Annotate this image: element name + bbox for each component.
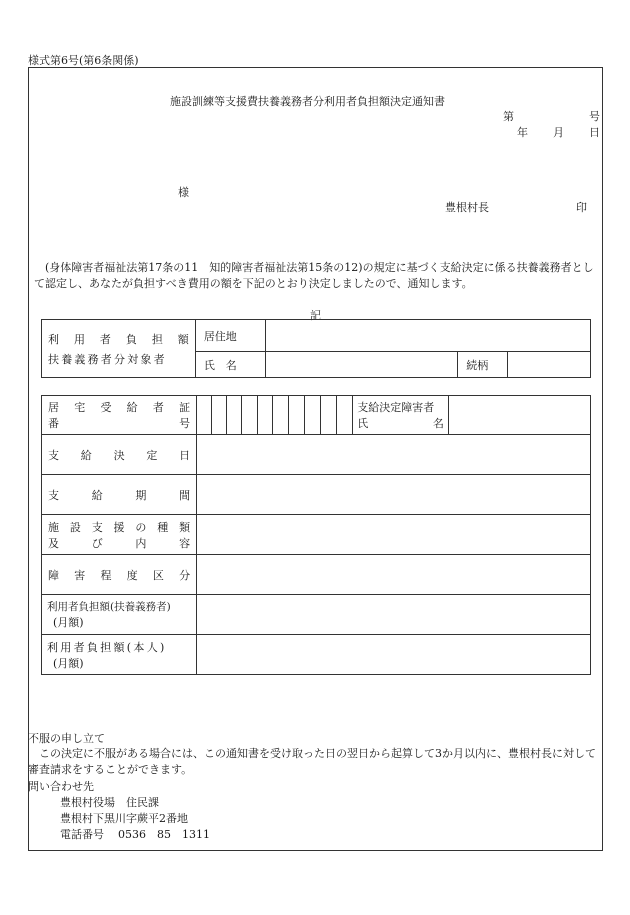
label-char: 内 (135, 536, 147, 550)
disabled-person-name-field[interactable] (448, 396, 590, 435)
address-field[interactable] (265, 320, 590, 352)
disability-level-label (42, 555, 197, 595)
label-char: び (91, 536, 103, 550)
body-text: (身体障害者福祉法第17条の11 知的障害者福祉法第15条の12)の規定に基づく支給決定に係る扶養義務者として認定し、あなたが負担すべき費用の額を下記のとおり決定しましたので、通知します。 (34, 261, 594, 290)
support-type-label (42, 515, 197, 555)
label-line: (月額) (53, 656, 84, 670)
support-type-field[interactable] (197, 515, 591, 555)
digit-box[interactable] (242, 396, 257, 435)
label-char: 利 (48, 332, 59, 346)
date-day: 日 (589, 126, 600, 139)
label-char: 類 (179, 520, 191, 534)
label-char: 程 (100, 568, 112, 582)
label-char: 定 (146, 448, 158, 462)
label-char: 支 (91, 520, 103, 534)
label-char: 給 (91, 488, 103, 502)
disabled-person-name-label (353, 396, 449, 435)
label-char: 期 (135, 488, 147, 502)
digit-box[interactable] (227, 396, 242, 435)
appeal-text: この決定に不服がある場合には、この通知書を受け取った日の翌日から起算して3か月以内に、豊根村長に対して審査請求をすることができます。 (28, 747, 596, 776)
date-month: 月 (553, 126, 564, 139)
relation-field[interactable] (508, 352, 591, 378)
disability-level-field[interactable] (197, 555, 591, 595)
label-char: 名 (432, 417, 444, 430)
contact-heading: 問い合わせ先 (28, 780, 94, 793)
guarantor-burden-label (42, 595, 197, 635)
self-burden-label (42, 635, 197, 675)
payment-period-field[interactable] (197, 475, 591, 515)
label-char: 氏 (357, 417, 369, 430)
digit-box[interactable] (288, 396, 304, 435)
label-char: 受 (100, 401, 112, 414)
label-char: 負 (125, 332, 137, 346)
label-char: 証 (179, 401, 191, 414)
label-char: 施 (48, 520, 59, 534)
digit-box[interactable] (257, 396, 272, 435)
label-char: 障 (48, 568, 59, 582)
label-char: 宅 (74, 401, 86, 414)
label-char: 区 (152, 568, 164, 582)
certificate-number-label (42, 396, 197, 435)
number-suffix: 号 (589, 110, 600, 123)
label-char: 者 (99, 332, 111, 346)
label-char: 居 (48, 401, 59, 414)
number-prefix: 第 (503, 110, 514, 123)
label-char: 用 (73, 332, 85, 346)
label-char: 決 (113, 448, 125, 462)
burden-target-label (42, 320, 196, 378)
guarantor-burden-field[interactable] (197, 595, 591, 635)
self-burden-field[interactable] (197, 635, 591, 675)
label-char: 設 (69, 520, 81, 534)
label-char: 支 (48, 448, 59, 462)
label-char: 害 (74, 568, 86, 582)
decision-table (41, 395, 591, 675)
seal-mark: 印 (576, 201, 587, 214)
label-char: 度 (126, 568, 138, 582)
date-year: 年 (517, 126, 528, 139)
label-char: 号 (179, 417, 191, 430)
contact-address: 豊根村下黒川字蕨平2番地 (60, 812, 188, 825)
relation-label: 続柄 (458, 352, 508, 378)
document-title: 施設訓練等支援費扶養義務者分利用者負担額決定通知書 (170, 95, 445, 108)
label-char: 支 (48, 488, 59, 502)
label-char: 番 (48, 417, 59, 430)
digit-box[interactable] (321, 396, 337, 435)
digit-box[interactable] (212, 396, 227, 435)
label-line: 利用者負担額(扶養義務者) (47, 601, 171, 613)
label-char: 日 (179, 448, 191, 462)
address-label: 居住地 (195, 320, 265, 352)
digit-box[interactable] (337, 396, 353, 435)
label-line2: 扶養義務者分対象者 (48, 352, 167, 366)
decision-date-label (42, 435, 197, 475)
ki-mark: 記 (310, 309, 321, 322)
payment-period-label (42, 475, 197, 515)
digit-box[interactable] (272, 396, 288, 435)
form-label: 様式第6号(第6条関係) (28, 54, 139, 67)
issuer-title: 豊根村長 (445, 201, 489, 214)
label-char: 容 (179, 536, 191, 550)
label-char: 給 (126, 401, 138, 414)
label-char: 額 (177, 332, 189, 346)
label-line: (月額) (53, 616, 84, 629)
contact-phone-number: 0536 85 1311 (118, 828, 210, 841)
label-char: 担 (151, 332, 163, 346)
digit-box[interactable] (197, 396, 212, 435)
user-info-table (41, 319, 591, 378)
label-line: 利用者負担額(本人) (47, 640, 167, 654)
label-char: 者 (152, 401, 164, 414)
label-line: 支給決定障害者 (357, 401, 435, 414)
label-char: 分 (179, 568, 191, 582)
label-char: 給 (80, 448, 92, 462)
digit-box[interactable] (304, 396, 320, 435)
name-field[interactable] (265, 352, 458, 378)
addressee-suffix: 様 (178, 186, 189, 199)
name-label: 氏 名 (195, 352, 265, 378)
label-char: 種 (157, 520, 169, 534)
label-char: の (135, 520, 147, 534)
label-char: 援 (113, 520, 125, 534)
decision-date-field[interactable] (197, 435, 591, 475)
label-char: 間 (179, 488, 191, 502)
appeal-heading: 不服の申し立て (28, 732, 105, 745)
label-char: 及 (48, 536, 59, 550)
contact-phone-label: 電話番号 (60, 828, 104, 841)
contact-office: 豊根村役場 住民課 (60, 796, 159, 809)
